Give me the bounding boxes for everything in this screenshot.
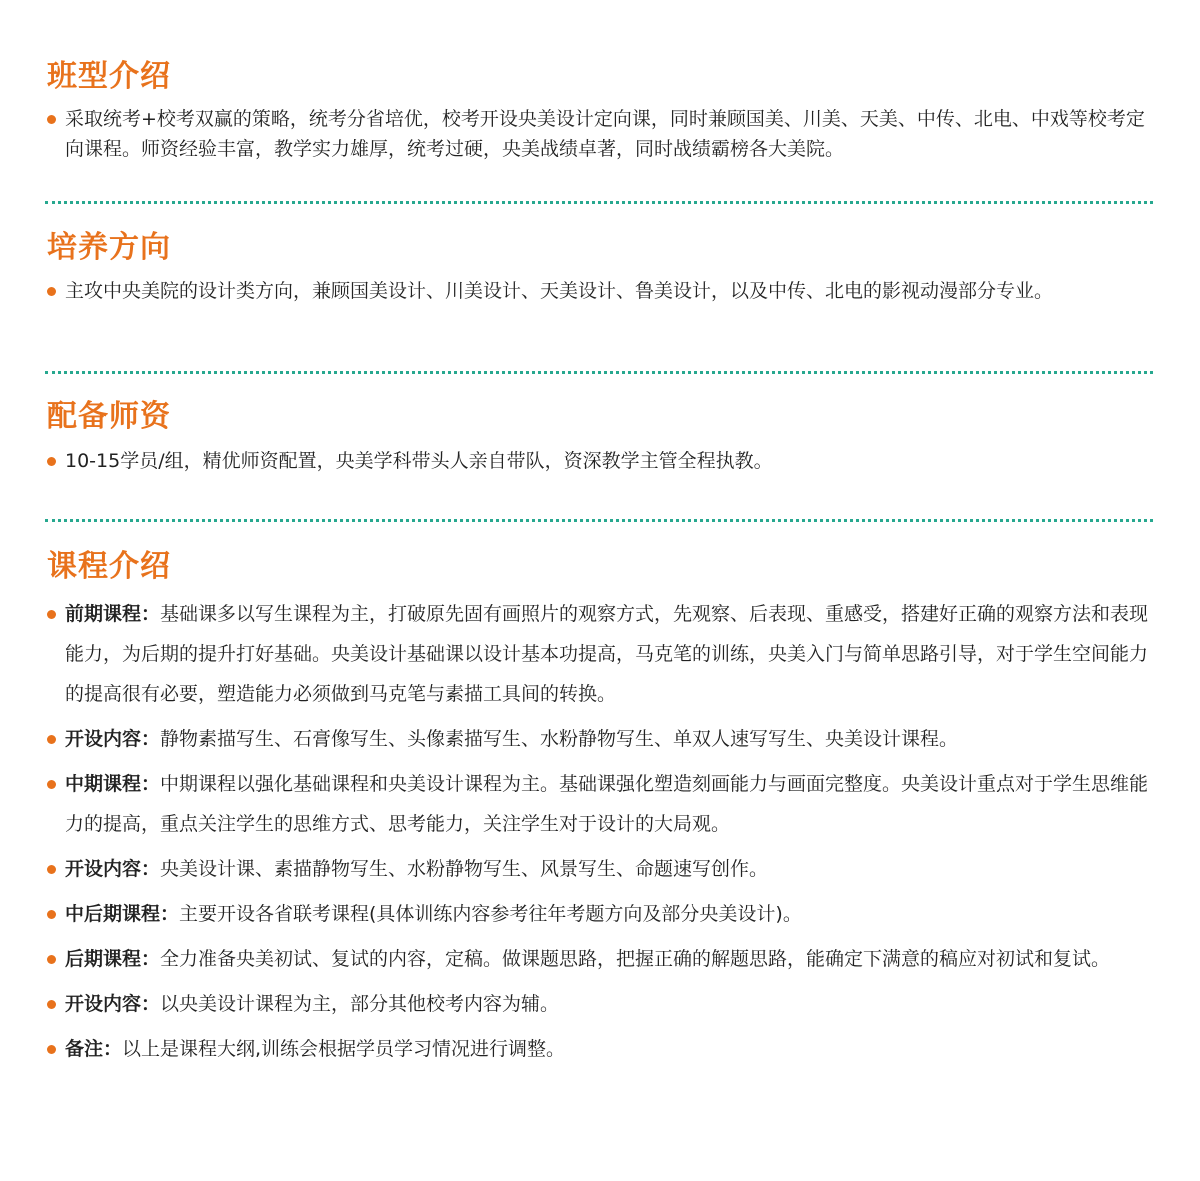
- item-label: 开设内容：: [65, 728, 161, 750]
- bullet-dot-icon: [47, 1045, 56, 1054]
- list-item: [47, 276, 1157, 306]
- item-text: 主要开设各省联考课程(具体训练内容参考往年考题方向及部分央美设计)。: [179, 903, 802, 925]
- item-label: 前期课程：: [65, 603, 161, 625]
- section-divider: [45, 201, 1153, 204]
- list-item: [47, 849, 1157, 889]
- list-item: [47, 719, 1157, 759]
- bullet-dot-icon: [47, 1000, 56, 1009]
- item-label: 后期课程：: [65, 948, 161, 970]
- item-text: 央美设计课、素描静物写生、水粉静物写生、风景写生、命题速写创作。: [160, 858, 769, 880]
- bullet-dot-icon: [47, 780, 56, 789]
- bullet-list: [47, 446, 1157, 476]
- item-text: 全力准备央美初试、复试的内容，定稿。做课题思路，把握正确的解题思路，能确定下满意的稿应对初试和复试。: [160, 948, 1111, 970]
- bullet-list: [47, 276, 1157, 306]
- item-text: 基础课多以写生课程为主，打破原先固有画照片的观察方式，先观察、后表现、重感受，搭建好正确的观察方法和表现能力，为后期的提升打好基础。央美设计基础课以设计基本功提高，马克笔的训练，央美入门与简单思路引导，对于学生空间能力的提高很有必要，塑造能力必须做到马克笔与素描工具间的转换。: [65, 603, 1149, 705]
- list-item: [47, 1029, 1157, 1069]
- section-title: 配备师资: [47, 399, 171, 434]
- list-item: [47, 104, 1157, 164]
- list-item: [47, 594, 1157, 714]
- section-divider: [45, 519, 1153, 522]
- item-label: 备注：: [65, 1038, 123, 1060]
- section-course-intro: [47, 548, 1157, 1074]
- bullet-dot-icon: [47, 910, 56, 919]
- section-divider: [45, 371, 1153, 374]
- section-title: 培养方向: [47, 230, 171, 265]
- bullet-dot-icon: [47, 287, 56, 296]
- list-item: [47, 446, 1157, 476]
- bullet-dot-icon: [47, 115, 56, 124]
- bullet-dot-icon: [47, 735, 56, 744]
- list-item: [47, 764, 1157, 844]
- list-item: [47, 984, 1157, 1024]
- item-label: 中期课程：: [65, 773, 161, 795]
- bullet-list: [47, 594, 1157, 1069]
- section-faculty: [47, 398, 1157, 476]
- list-item: [47, 939, 1157, 979]
- item-text: 以上是课程大纲,训练会根据学员学习情况进行调整。: [122, 1038, 566, 1060]
- item-text: 主攻中央美院的设计类方向，兼顾国美设计、川美设计、天美设计、鲁美设计，以及中传、北电的影视动漫部分专业。: [65, 280, 1054, 302]
- section-title: 课程介绍: [47, 549, 171, 584]
- item-text: 中期课程以强化基础课程和央美设计课程为主。基础课强化塑造刻画能力与画面完整度。央美设计重点对于学生思维能力的提高，重点关注学生的思维方式、思考能力，关注学生对于设计的大局观。: [65, 773, 1149, 835]
- item-label: 开设内容：: [65, 993, 161, 1015]
- section-training-direction: [47, 229, 1157, 306]
- section-title: 班型介绍: [47, 59, 171, 94]
- bullet-dot-icon: [47, 610, 56, 619]
- item-text: 10-15学员/组，精优师资配置，央美学科带头人亲自带队，资深教学主管全程执教。: [65, 450, 773, 472]
- bullet-list: [47, 104, 1157, 164]
- item-text: 采取统考+校考双赢的策略，统考分省培优，校考开设央美设计定向课，同时兼顾国美、川美、天美、中传、北电、中戏等校考定向课程。师资经验丰富，教学实力雄厚，统考过硬，央美战绩卓著，同时战绩霸榜各大美院。: [65, 108, 1145, 160]
- bullet-dot-icon: [47, 865, 56, 874]
- bullet-dot-icon: [47, 955, 56, 964]
- section-class-intro: [47, 58, 1157, 164]
- item-text: 以央美设计课程为主，部分其他校考内容为辅。: [160, 993, 560, 1015]
- item-label: 中后期课程：: [65, 903, 180, 925]
- item-label: 开设内容：: [65, 858, 161, 880]
- bullet-dot-icon: [47, 457, 56, 466]
- item-text: 静物素描写生、石膏像写生、头像素描写生、水粉静物写生、单双人速写写生、央美设计课程。: [160, 728, 959, 750]
- list-item: [47, 894, 1157, 934]
